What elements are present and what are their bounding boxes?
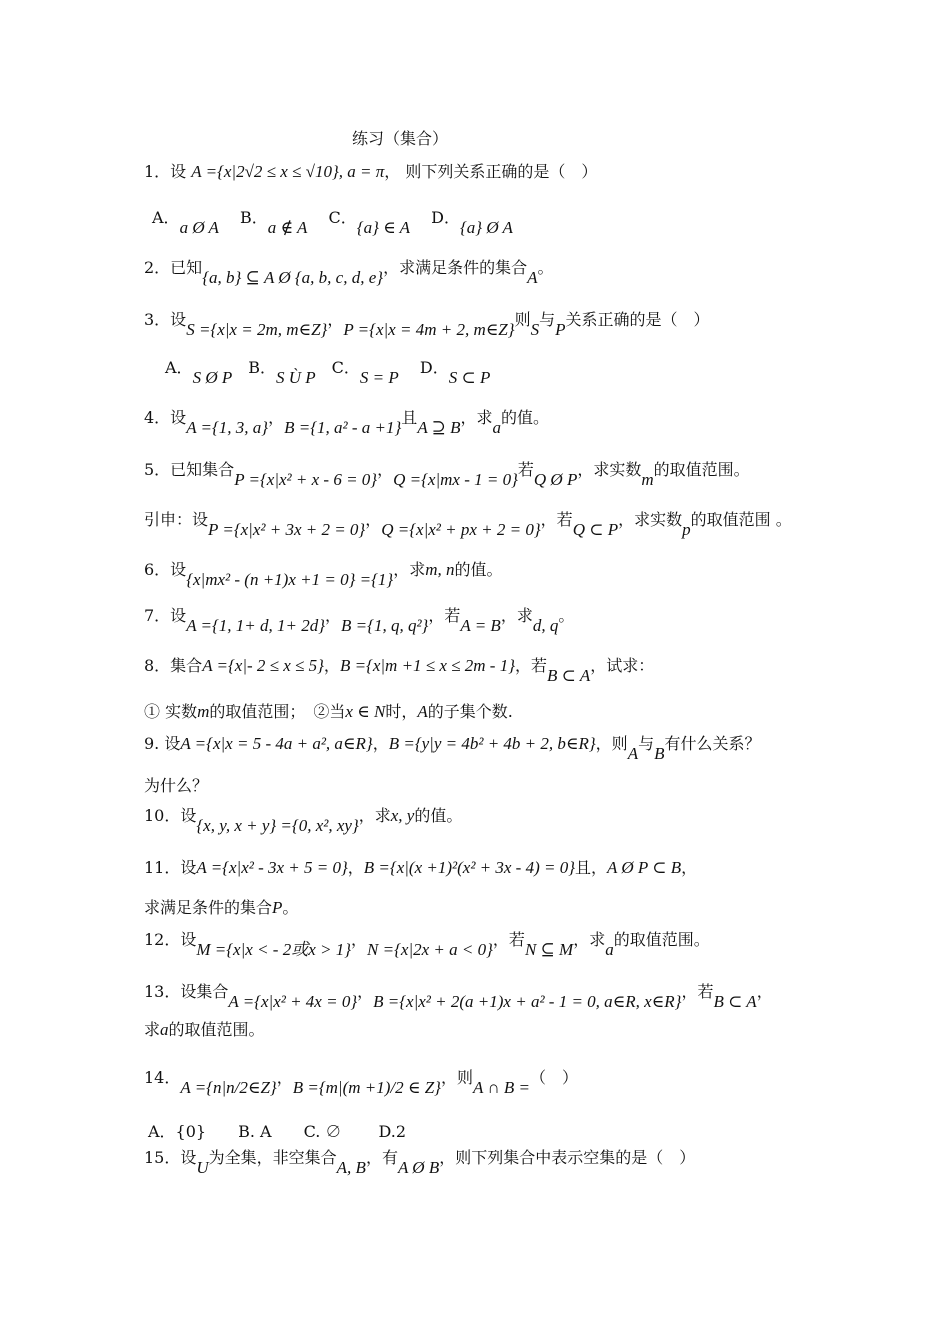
math-expression: a <box>492 418 502 437</box>
math-expression: A ⊇ B <box>417 418 461 437</box>
line-text: ，求实数 <box>577 460 642 479</box>
line-text: ，求满足条件的集合 <box>383 258 528 277</box>
line-text: 的值。 <box>414 806 463 825</box>
problem-line <box>165 356 491 387</box>
line-text: 。 <box>537 258 554 277</box>
line-text: ，求 <box>358 806 391 825</box>
line-text: ，则下列集合中表示空集的是（ ） <box>439 1148 696 1167</box>
line-text: B． <box>218 208 268 227</box>
line-text: ，求 <box>460 408 493 427</box>
line-text: C． <box>307 208 357 227</box>
math-expression: S ⊂ P <box>448 368 491 387</box>
math-expression: A ={x|2√2 ≤ x ≤ √10}, a = π <box>191 162 385 181</box>
math-expression: Q Ø P <box>533 470 578 489</box>
line-text: ， <box>351 930 368 949</box>
math-expression: a <box>160 1020 169 1039</box>
line-text: ， <box>377 460 394 479</box>
math-expression: B ⊂ A <box>713 992 757 1011</box>
math-expression: B ={x|m +1 ≤ x ≤ 2m - 1} <box>339 656 516 675</box>
math-expression: A = B <box>460 616 501 635</box>
problem-line <box>144 732 761 763</box>
problem-line <box>144 774 208 798</box>
line-text: 为全集，非空集合 <box>208 1148 337 1167</box>
problem-line <box>144 308 710 339</box>
line-text: 与 <box>539 310 556 329</box>
math-expression: a Ø A <box>179 218 219 237</box>
math-expression: x ∈ N <box>345 702 386 721</box>
line-text: ， <box>681 858 698 877</box>
math-expression: A <box>527 268 538 287</box>
line-text: ，若 <box>492 930 525 949</box>
math-expression: A ={x|x² - 3x + 5 = 0} <box>196 858 348 877</box>
line-text: 关系正确的是（ ） <box>565 310 710 329</box>
problem-line <box>144 896 298 920</box>
math-expression: B ={x|x² + 2(a +1)x + a² - 1 = 0, a∈R, x∈R} <box>373 992 682 1011</box>
line-text: 2．已知 <box>144 258 203 277</box>
line-text: 的值。 <box>454 560 503 579</box>
line-text: 的值。 <box>501 408 550 427</box>
problem-line <box>144 700 513 724</box>
line-text: ，试求： <box>590 656 655 675</box>
math-expression: p <box>682 520 691 539</box>
math-expression: a ∉ A <box>267 218 308 237</box>
problem-line <box>144 654 655 685</box>
line-text: ，若 <box>515 656 548 675</box>
problem-line <box>144 980 773 1011</box>
line-text: 与 <box>638 734 655 753</box>
line-text: ，则 <box>440 1068 473 1087</box>
line-text: 6．设 <box>144 560 187 579</box>
math-expression: B ={1, q, q²} <box>341 616 429 635</box>
math-expression: A, B <box>336 1158 366 1177</box>
math-expression: {a} Ø A <box>459 218 513 237</box>
math-expression: M ={x|x < - 2或x > 1} <box>196 940 352 959</box>
line-text: ， <box>268 408 285 427</box>
math-expression: x, y <box>390 806 415 825</box>
math-expression: A ={x|x = 5 - 4a + a², a∈R} <box>180 734 373 753</box>
math-expression: B <box>654 744 665 763</box>
line-text: 的取值范围。 <box>168 1020 265 1039</box>
line-text: D． <box>398 358 449 377</box>
math-expression: m <box>197 702 210 721</box>
page-title: 练习（集合） <box>352 129 449 148</box>
line-text: 求 <box>144 1020 161 1039</box>
problem-line <box>148 1120 406 1144</box>
line-text: 的取值范围 。 <box>690 510 792 529</box>
line-text: A． <box>165 358 193 377</box>
math-expression: P ={x|x = 4m + 2, m∈Z} <box>343 320 515 339</box>
math-expression: A ={x|x² + 4x = 0} <box>228 992 358 1011</box>
line-text: 10．设 <box>144 806 197 825</box>
math-expression: S Ø P <box>192 368 233 387</box>
line-text: 9. 设 <box>144 734 181 753</box>
line-text: ， <box>276 1068 293 1087</box>
math-expression: a <box>605 940 614 959</box>
math-expression: P ={x|x² + x - 6 = 0} <box>234 470 378 489</box>
line-text: 的子集个数. <box>427 702 513 721</box>
problem-line <box>144 604 575 635</box>
line-text: （ ） <box>529 1068 578 1087</box>
line-text: B． <box>232 358 276 377</box>
line-text: 求满足条件的集合 <box>144 898 273 917</box>
math-expression: d, q <box>532 616 559 635</box>
math-expression: Q ={x|mx - 1 = 0} <box>393 470 518 489</box>
math-expression: B ={x|(x +1)²(x² + 3x - 4) = 0} <box>363 858 576 877</box>
line-text: ， <box>327 310 344 329</box>
line-text: 3．设 <box>144 310 187 329</box>
math-expression: m, n <box>425 560 455 579</box>
line-text: 则 <box>514 310 531 329</box>
line-text: ① 实数 <box>144 702 198 721</box>
math-expression: B ={y|y = 4b² + 4b + 2, b∈R} <box>388 734 596 753</box>
line-text: ，求 <box>573 930 606 949</box>
problem-line <box>144 558 503 589</box>
math-expression: Q ⊂ P <box>572 520 619 539</box>
math-expression: S ={x|x = 2m, m∈Z} <box>186 320 328 339</box>
line-text: 时， <box>385 702 418 721</box>
line-text: ， <box>365 510 382 529</box>
line-text: 为什么？ <box>144 776 209 795</box>
problem-line <box>144 804 463 835</box>
line-text: 的取值范围。 <box>613 930 710 949</box>
problem-line <box>144 406 550 437</box>
math-expression: A Ø B <box>397 1158 440 1177</box>
line-text: D． <box>410 208 460 227</box>
math-expression: B ={m|(m +1)/2 ∈ Z} <box>292 1078 441 1097</box>
line-text: 1．设 <box>144 162 192 181</box>
line-text: 有什么关系？ <box>664 734 761 753</box>
math-expression: Q ={x|x² + px + 2 = 0} <box>381 520 541 539</box>
line-text: 8．集合 <box>144 656 203 675</box>
math-expression: A Ø P ⊂ B <box>607 858 682 877</box>
problem-line <box>144 160 597 184</box>
line-text: 。 <box>558 606 575 625</box>
line-text: 且， <box>575 858 608 877</box>
line-text: A． <box>152 208 180 227</box>
math-expression: m <box>641 470 654 489</box>
math-expression: A <box>417 702 428 721</box>
problem-line <box>152 206 513 237</box>
line-text: ，求 <box>500 606 533 625</box>
math-expression: B ⊂ A <box>547 666 591 685</box>
line-text: ， <box>323 656 340 675</box>
problem-line <box>144 1146 696 1177</box>
line-text: C． <box>315 358 360 377</box>
line-text: ，若 <box>540 510 573 529</box>
line-text: 4．设 <box>144 408 187 427</box>
problem-line <box>144 508 792 539</box>
line-text: ， <box>325 606 342 625</box>
line-text: ， <box>357 982 374 1001</box>
math-expression: A <box>627 744 639 763</box>
line-text: ，有 <box>365 1148 398 1167</box>
math-expression: S = P <box>359 368 399 387</box>
line-text: A．{0} B. A C. ∅ D.2 <box>148 1122 407 1141</box>
line-text: 13．设集合 <box>144 982 229 1001</box>
line-text: 5．已知集合 <box>144 460 235 479</box>
math-expression: S Ù P <box>276 368 316 387</box>
problem-line <box>144 928 710 959</box>
math-expression: P ={x|x² + 3x + 2 = 0} <box>208 520 366 539</box>
line-text: 12．设 <box>144 930 197 949</box>
math-expression: {x, y, x + y} ={0, x², xy} <box>196 816 359 835</box>
problem-line <box>144 256 554 287</box>
math-expression: P <box>272 898 283 917</box>
line-text: 若 <box>517 460 534 479</box>
problem-line <box>144 458 750 489</box>
math-expression: A ={1, 1+ d, 1+ 2d} <box>186 616 326 635</box>
problem-line <box>144 1018 265 1042</box>
math-expression: {x|mx² - (n +1)x +1 = 0} ={1} <box>186 570 394 589</box>
line-text: ，求实数 <box>618 510 683 529</box>
line-text: ， 则下列关系正确的是（ ） <box>384 162 598 181</box>
math-expression: N ={x|2x + a < 0} <box>367 940 493 959</box>
math-expression: {a} ∈ A <box>356 218 411 237</box>
math-expression: P <box>555 320 566 339</box>
math-expression: S <box>530 320 540 339</box>
line-text: 11．设 <box>144 858 197 877</box>
line-text: 且 <box>401 408 418 427</box>
line-text: ，则 <box>595 734 628 753</box>
line-text: 7．设 <box>144 606 187 625</box>
problem-line <box>144 1066 578 1097</box>
line-text: ， <box>347 858 364 877</box>
line-text: ， <box>372 734 389 753</box>
line-text: 引申：设 <box>144 510 209 529</box>
math-expression: N ⊆ M <box>524 940 574 959</box>
math-expression: A ∩ B = <box>473 1078 530 1097</box>
line-text: 15．设 <box>144 1148 197 1167</box>
problem-line <box>144 856 697 880</box>
line-text: ， <box>756 982 773 1001</box>
math-expression: A ={n|n/2∈Z} <box>180 1078 277 1097</box>
math-expression: B ={1, a² - a +1} <box>284 418 402 437</box>
line-text: ，若 <box>428 606 461 625</box>
line-text: 。 <box>282 898 299 917</box>
line-text: 的取值范围； ②当 <box>209 702 346 721</box>
math-expression: {a, b} ⊆ A Ø {a, b, c, d, e} <box>202 268 384 287</box>
math-expression: U <box>196 1158 209 1177</box>
math-expression: A ={x|- 2 ≤ x ≤ 5} <box>202 656 324 675</box>
line-text: 的取值范围。 <box>653 460 750 479</box>
math-expression: A ={1, 3, a} <box>186 418 269 437</box>
line-text: 14． <box>144 1068 181 1087</box>
line-text: ，若 <box>681 982 714 1001</box>
line-text: ，求 <box>393 560 426 579</box>
